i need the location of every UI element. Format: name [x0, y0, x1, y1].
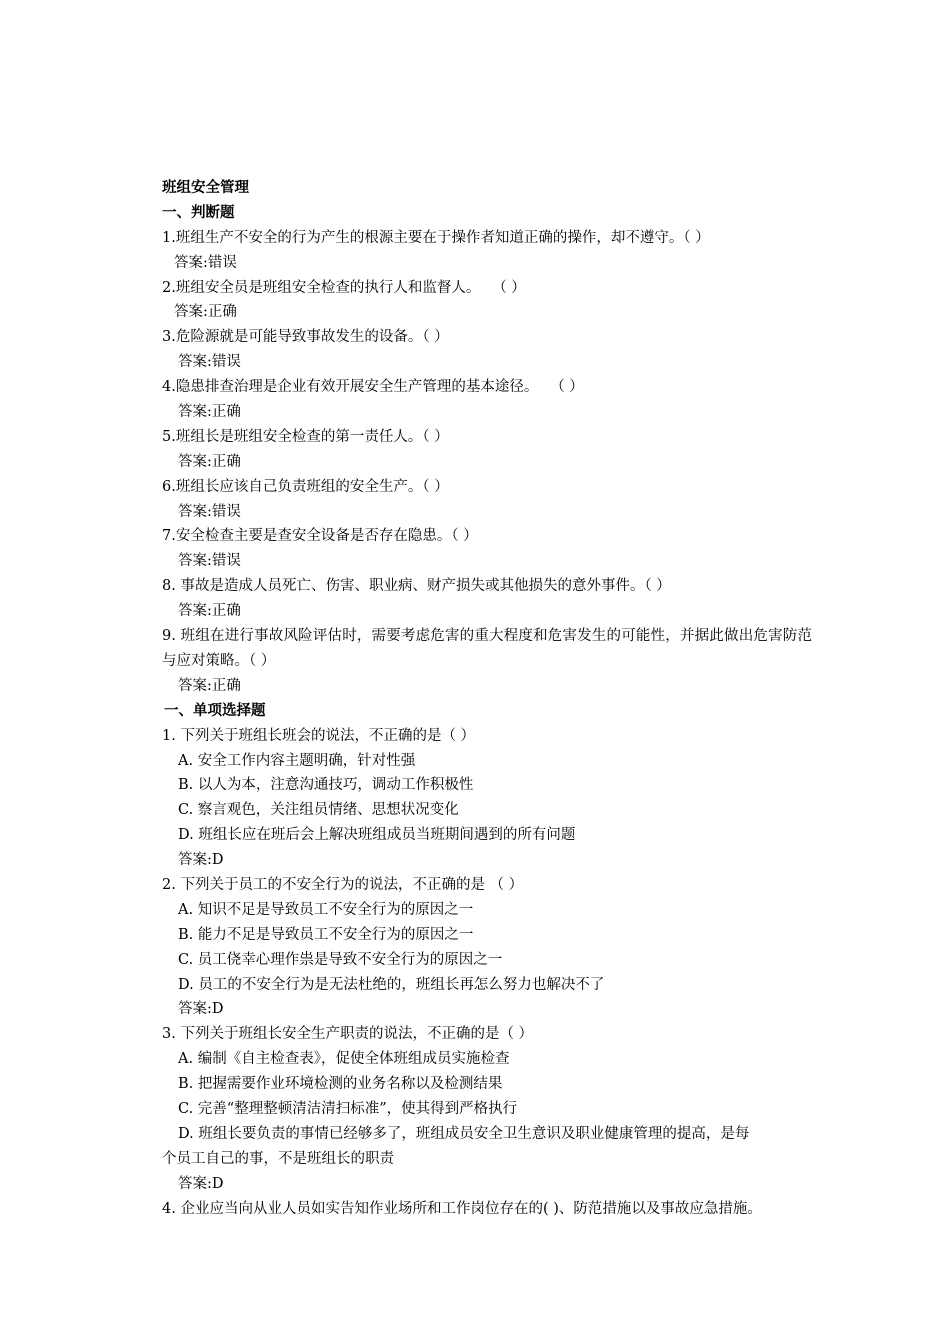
tf-answer-3: 答案:错误	[178, 354, 241, 371]
mc-option-3b: B. 把握需要作业环境检测的业务名称以及检测结果	[178, 1076, 503, 1093]
tf-answer-8: 答案:正确	[178, 603, 241, 620]
tf-question-5: 5.班组长是班组安全检查的第一责任人。（ ）	[162, 428, 449, 445]
mc-question-1: 1. 下列关于班组长班会的说法，不正确的是（ ）	[162, 727, 476, 744]
tf-answer-5: 答案:正确	[178, 453, 241, 470]
tf-question-2: 2.班组安全员是班组安全检查的执行人和监督人。 （ ）	[162, 279, 526, 296]
tf-question-7: 7.安全检查主要是查安全设备是否存在隐患。（ ）	[162, 528, 478, 545]
tf-question-1: 1.班组生产不安全的行为产生的根源主要在于操作者知道正确的操作，却不遵守。（ ）	[162, 229, 710, 246]
mc-answer-2: 答案:D	[178, 1001, 224, 1018]
mc-option-1c: C. 察言观色，关注组员情绪、思想状况变化	[178, 802, 459, 819]
document-body	[162, 176, 812, 1221]
mc-option-2b: B. 能力不足是导致员工不安全行为的原因之一	[178, 926, 474, 943]
mc-option-2a: A. 知识不足是导致员工不安全行为的原因之一	[178, 901, 474, 918]
mc-answer-1: 答案:D	[178, 852, 224, 869]
tf-question-8: 8. 事故是造成人员死亡、伤害、职业病、财产损失或其他损失的意外事件。（ ）	[162, 578, 671, 595]
tf-answer-6: 答案:错误	[178, 503, 241, 520]
mc-question-2: 2. 下列关于员工的不安全行为的说法，不正确的是 （ ）	[162, 876, 524, 893]
mc-option-3d-line1: D. 班组长要负责的事情已经够多了，班组成员安全卫生意识及职业健康管理的提高，是每	[178, 1125, 750, 1142]
tf-answer-1: 答案:错误	[174, 254, 237, 271]
mc-option-1b: B. 以人为本，注意沟通技巧，调动工作积极性	[178, 777, 474, 794]
mc-option-2d: D. 员工的不安全行为是无法杜绝的，班组长再怎么努力也解决不了	[178, 976, 605, 993]
mc-option-3d-line2: 个员工自己的事，不是班组长的职责	[162, 1150, 394, 1167]
mc-answer-3: 答案:D	[178, 1175, 224, 1192]
mc-option-1a: A. 安全工作内容主题明确，针对性强	[178, 752, 416, 769]
mc-question-3: 3. 下列关于班组长安全生产职责的说法，不正确的是（ ）	[162, 1026, 534, 1043]
tf-answer-7: 答案:错误	[178, 553, 241, 570]
mc-option-3a: A. 编制《自主检查表》，促使全体班组成员实施检查	[178, 1051, 510, 1068]
tf-answer-9: 答案:正确	[178, 677, 241, 694]
tf-question-6: 6.班组长应该自己负责班组的安全生产。（ ）	[162, 478, 449, 495]
mc-option-3c: C. 完善“整理整顿清洁清扫标准”，使其得到严格执行	[178, 1100, 518, 1117]
tf-question-3: 3.危险源就是可能导致事故发生的设备。（ ）	[162, 329, 449, 346]
section-heading-single-choice: 一、单项选择题	[164, 701, 266, 719]
document-title: 班组安全管理	[162, 179, 249, 196]
tf-answer-2: 答案:正确	[174, 304, 237, 321]
section-heading-true-false: 一、判断题	[162, 203, 235, 221]
mc-option-2c: C. 员工侥幸心理作祟是导致不安全行为的原因之一	[178, 951, 503, 968]
tf-answer-4: 答案:正确	[178, 404, 241, 421]
tf-question-9: 9. 班组在进行事故风险评估时，需要考虑危害的重大程度和危害发生的可能性，并据此做出危害防范与应对策略。（ ）	[162, 628, 812, 669]
mc-option-1d: D. 班组长应在班后会上解决班组成员当班期间遇到的所有问题	[178, 827, 576, 844]
tf-question-4: 4.隐患排查治理是企业有效开展安全生产管理的基本途径。 （ ）	[162, 379, 584, 396]
mc-question-4: 4. 企业应当向从业人员如实告知作业场所和工作岗位存在的( )、防范措施以及事故应急措施。	[162, 1200, 762, 1217]
